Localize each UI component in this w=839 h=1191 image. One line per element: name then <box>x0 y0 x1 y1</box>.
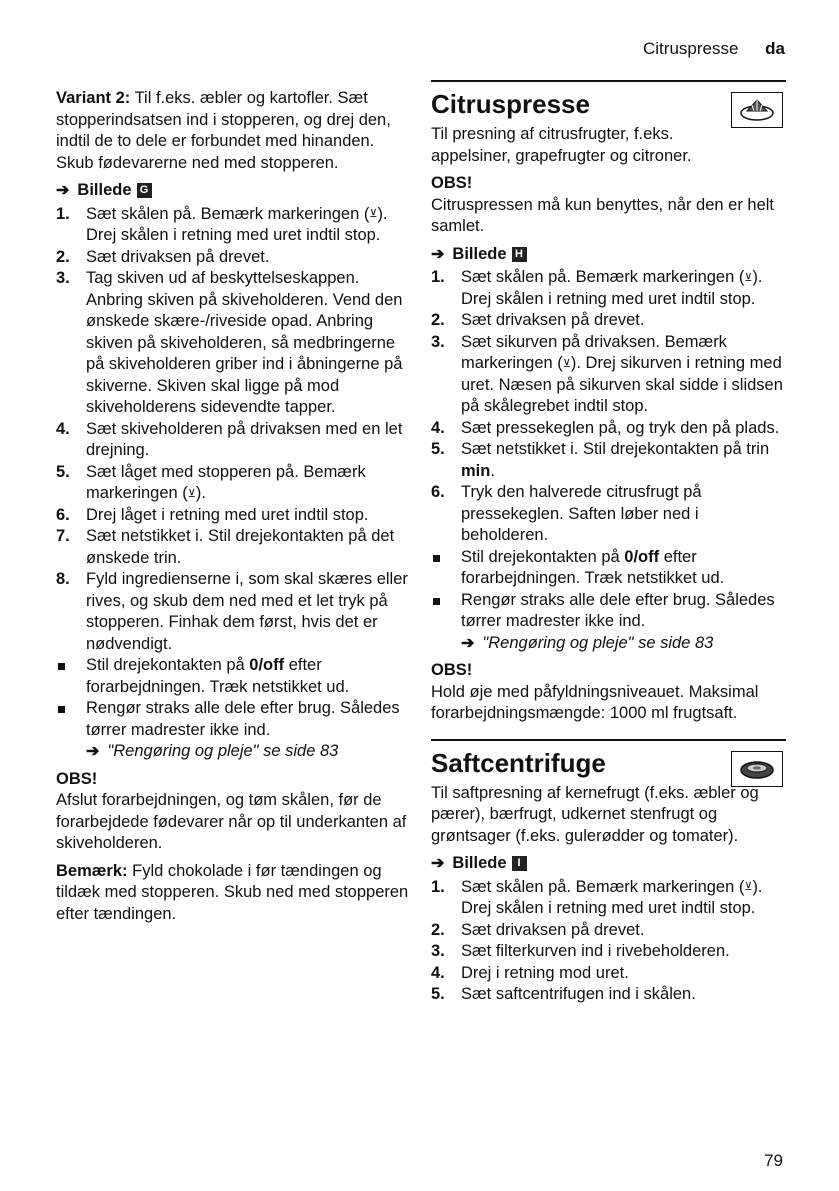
variant-label: Variant 2: <box>56 89 131 107</box>
citrus-intro: Til presning af citrusfrugter, f.eks. appelsiner, grapefrugter og citroner. <box>431 125 692 165</box>
bullet-item: Stil drejekontakten på 0/off efter forarbejdningen. Træk netstikket ud. <box>431 547 786 590</box>
list-item: 2. Sæt drivaksen på drevet. <box>56 247 270 266</box>
marking-icon: ⊻ <box>562 357 571 370</box>
obs-text: Citruspressen må kun benyttes, når den er helt samlet. <box>431 195 775 235</box>
section-title: Saftcentrifuge <box>431 747 606 778</box>
obs-label: OBS! <box>56 769 98 788</box>
obs-text: Hold øje med påfyldningsniveauet. Maksimal forarbejdningsmængde: 1000 ml frugtsaft. <box>431 682 759 722</box>
figure-ref-label: Billede <box>77 181 132 199</box>
citrus-steps <box>431 267 786 654</box>
bullet-item: Rengør straks alle dele efter brug. Således tørrer madrester ikke ind. ➔ "Rengøring og pleje" se side 83 <box>431 590 786 655</box>
variant-text: Til f.eks. æbler og kartofler. Sæt stopperindsatsen ind i stopperen, og drej den, indtil de to dele er forbundet med hinanden. Skub fødevarerne ned med stopperen. <box>56 89 391 172</box>
list-item: 4. Sæt pressekeglen på, og tryk den på plads. <box>431 418 780 437</box>
marking-icon: ⊻ <box>187 487 196 500</box>
header-section: Citruspresse <box>643 39 739 58</box>
left-steps <box>56 204 414 763</box>
obs-label: OBS! <box>431 661 473 679</box>
page-header <box>643 38 785 60</box>
figure-ref-h: ➔ Billede H <box>431 244 786 266</box>
list-item: 5. Sæt netstikket i. Stil drejekontakten på trin min. <box>431 440 770 480</box>
figure-letter-badge: H <box>512 247 527 262</box>
list-item: 5. Sæt låget med stopperen på. Bemærk markeringen (⊻). <box>56 462 366 502</box>
list-item: 1. Sæt skålen på. Bemærk markeringen (⊻). Drej skålen i retning med uret indtil stop. <box>431 877 763 917</box>
obs-text: Afslut forarbejdningen, og tøm skålen, før de forarbejdede fødevarer når op til underkanten af skiveholderen. <box>56 791 407 852</box>
left-column <box>56 88 414 931</box>
bullet-icon <box>58 706 65 713</box>
list-item: 2. Sæt drivaksen på drevet. <box>431 920 645 939</box>
saft-steps <box>431 877 786 1006</box>
bullet-item: Stil drejekontakten på 0/off efter forarbejdningen. Træk netstikket ud. <box>56 655 414 698</box>
arrow-icon: ➔ <box>431 855 445 872</box>
list-item: 4. Drej i retning mod uret. <box>431 963 629 982</box>
citrus-section-header <box>431 80 786 120</box>
figure-ref-i: ➔ Billede I <box>431 853 786 875</box>
list-item: 1. Sæt skålen på. Bemærk markeringen (⊻). Drej skålen i retning med uret indtil stop. <box>56 204 388 244</box>
list-item: 3. Tag skiven ud af beskyttelseskappen. Anbring skiven på skiveholderen. Vend den ønskede skære-/riveside opad. Anbring skiven på skiveholderen, så medbringerne på skiveholderen griber ind i åbningerne på skiverne. Skiven skal ligge på mod skiveholderens sidevendte tapper. <box>56 269 403 416</box>
list-item: 5. Sæt saftcentrifugen ind i skålen. <box>431 985 696 1003</box>
list-item: 3. Sæt filterkurven ind i rivebeholderen. <box>431 942 730 960</box>
list-item: 8. Fyld ingredienserne i, som skal skæres eller rives, og skub dem ned med et let tryk på stopperen. Finhak dem først, hvis det er nødvendigt. <box>56 570 408 653</box>
bullet-icon <box>433 598 440 605</box>
marking-icon: ⊻ <box>744 881 753 894</box>
list-item: 1. Sæt skålen på. Bemærk markeringen (⊻). Drej skålen i retning med uret indtil stop. <box>431 268 763 308</box>
bullet-item: Rengør straks alle dele efter brug. Således tørrer madrester ikke ind. ➔ "Rengøring og pleje" se side 83 <box>56 698 414 763</box>
variant-paragraph <box>56 88 414 174</box>
right-column <box>431 80 786 1006</box>
list-item: 6. Drej låget i retning med uret indtil stop. <box>56 505 369 524</box>
marking-icon: ⊻ <box>369 208 378 221</box>
figure-letter-badge: G <box>137 183 152 198</box>
bullet-icon <box>58 663 65 670</box>
list-item: 3. Sæt sikurven på drivaksen. Bemærk markeringen (⊻). Drej sikurven i retning med uret. Næsen på sikurven skal sidde i slidsen på skålegrebet indtil stop. <box>431 332 783 415</box>
juicer-icon <box>731 751 783 787</box>
list-item: 4. Sæt skiveholderen på drivaksen med en let drejning. <box>56 419 403 459</box>
bullet-icon <box>433 555 440 562</box>
arrow-icon: ➔ <box>86 743 100 760</box>
section-title: Citruspresse <box>431 89 590 119</box>
figure-ref-g <box>56 180 414 202</box>
list-item: 2. Sæt drivaksen på drevet. <box>431 311 645 329</box>
arrow-icon: ➔ <box>431 245 445 263</box>
obs-label: OBS! <box>431 174 473 192</box>
list-item: 7. Sæt netstikket i. Stil drejekontakten på det ønskede trin. <box>56 527 395 567</box>
page-number: 79 <box>764 1151 783 1170</box>
citrus-press-icon <box>731 92 783 128</box>
list-item: 6. Tryk den halverede citrusfrugt på pressekeglen. Saften løber ned i beholderen. <box>431 483 702 544</box>
cross-reference: ➔ "Rengøring og pleje" se side 83 <box>461 633 714 652</box>
note-paragraph: Bemærk: Fyld chokolade i før tændingen og tildæk med stopperen. Skub ned med stopperen efter tændingen. <box>56 861 409 923</box>
saft-intro: Til saftpresning af kernefrugt (f.eks. æbler og pærer), bærfrugt, udkernet stenfrugt og grøntsager (f.eks. gulerødder og tomater). <box>431 783 759 845</box>
figure-letter-badge: I <box>512 856 527 871</box>
marking-icon: ⊻ <box>744 271 753 284</box>
arrow-icon: ➔ <box>461 634 475 652</box>
saft-section-header <box>431 739 786 779</box>
arrow-icon: ➔ <box>56 182 70 199</box>
header-lang: da <box>765 39 785 58</box>
cross-reference: ➔ "Rengøring og pleje" se side 83 <box>86 742 339 760</box>
